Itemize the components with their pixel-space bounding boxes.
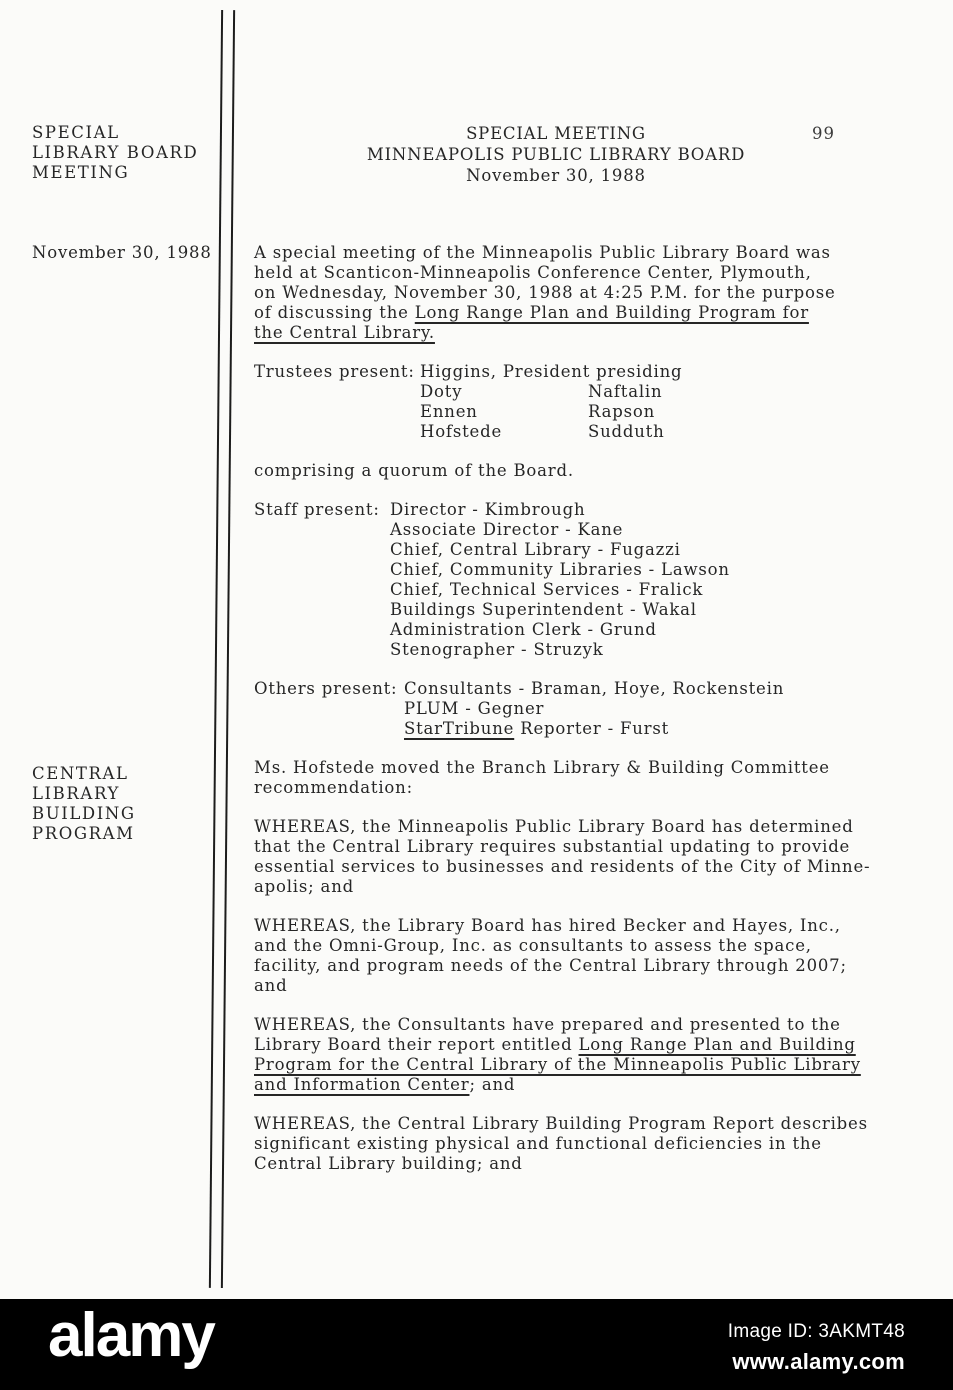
document-header <box>254 123 858 186</box>
alamy-url-text: www.alamy.com <box>732 1349 905 1374</box>
paragraph-line <box>254 1055 934 1075</box>
paragraph-line: Ms. Hofstede moved the Branch Library & Building Committee <box>254 758 830 777</box>
paragraph-line: on Wednesday, November 30, 1988 at 4:25 P.M. for the purpose <box>254 283 836 302</box>
paragraph-line: essential services to businesses and residents of the City of Minne- <box>254 857 871 876</box>
margin-note-date: November 30, 1988 <box>32 243 212 262</box>
trustees-label: Trustees present: <box>254 362 415 381</box>
trustee-row <box>420 382 934 402</box>
attendee: PLUM - Gegner <box>404 699 545 718</box>
others-label: Others present: <box>254 679 398 698</box>
text-segment: of discussing the <box>254 303 415 322</box>
paragraph-line: WHEREAS, the Consultants have prepared and presented to the <box>254 1015 841 1034</box>
paragraph-line: significant existing physical and functional deficiencies in the <box>254 1134 822 1153</box>
trustee-row <box>420 402 934 422</box>
whereas-paragraph-4 <box>254 1114 934 1174</box>
margin-line: LIBRARY <box>32 784 120 803</box>
paragraph-line: that the Central Library requires substantial updating to provide <box>254 837 851 856</box>
staff-names <box>390 500 934 660</box>
paragraph-line: apolis; and <box>254 877 354 896</box>
motion-paragraph <box>254 758 934 798</box>
staff-member: Chief, Technical Services - Fralick <box>390 580 704 599</box>
paragraph-line: and <box>254 976 288 995</box>
alamy-logo: alamy <box>48 1301 214 1370</box>
paragraph-line: and the Omni-Group, Inc. as consultants to assess the space, <box>254 936 812 955</box>
header-org-name: MINNEAPOLIS PUBLIC LIBRARY BOARD <box>366 145 746 164</box>
page-number: 99 <box>812 124 835 143</box>
margin-line: MEETING <box>32 163 130 182</box>
staff-member: Associate Director - Kane <box>390 520 624 539</box>
quorum-note: comprising a quorum of the Board. <box>254 461 574 480</box>
margin-note-central-library <box>32 763 136 843</box>
text-segment: Reporter - Furst <box>514 719 670 738</box>
header-date: November 30, 1988 <box>466 166 646 185</box>
watermark-info <box>728 1321 905 1375</box>
underlined-report-title: the Central Library. <box>254 323 435 342</box>
trustees-names <box>420 362 934 442</box>
trustee-name: Rapson <box>588 402 656 421</box>
whereas-paragraph-2 <box>254 916 934 996</box>
attendee <box>404 719 934 739</box>
staff-label: Staff present: <box>254 500 380 519</box>
staff-member: Stenographer - Struzyk <box>390 640 604 659</box>
trustee-name: Higgins, President presiding <box>420 362 683 381</box>
double-vertical-rule <box>209 10 235 1288</box>
others-names <box>404 679 934 739</box>
paragraph-line: held at Scanticon-Minneapolis Conference Center, Plymouth, <box>254 263 812 282</box>
margin-line: BUILDING <box>32 804 136 823</box>
trustee-name: Doty <box>420 382 463 401</box>
underlined-report-title: Program for the Central Library of the Minneapolis Public Library <box>254 1055 861 1074</box>
whereas-paragraph-3 <box>254 1015 934 1095</box>
paragraph-line: WHEREAS, the Minneapolis Public Library Board has determined <box>254 817 854 836</box>
trustee-name: Ennen <box>420 402 478 421</box>
staff-member: Chief, Community Libraries - Lawson <box>390 560 730 579</box>
header-meeting-type: SPECIAL MEETING <box>466 124 646 143</box>
text-segment: ; and <box>469 1075 516 1094</box>
margin-line: LIBRARY BOARD <box>32 143 199 162</box>
attendee: Consultants - Braman, Hoye, Rockenstein <box>404 679 785 698</box>
trustee-row <box>420 422 934 442</box>
paragraph-line: facility, and program needs of the Central Library through 2007; <box>254 956 847 975</box>
image-id-text: Image ID: 3AKMT48 <box>727 1321 905 1342</box>
margin-line: SPECIAL <box>32 123 120 142</box>
underlined-publication-name: StarTribune <box>404 719 515 738</box>
underlined-report-title: Long Range Plan and Building <box>578 1035 856 1054</box>
paragraph-line: recommendation: <box>254 778 413 797</box>
margin-note-meeting-title <box>32 122 198 182</box>
paragraph-line <box>254 1035 934 1055</box>
paragraph-line <box>254 323 934 343</box>
trustee-name: Naftalin <box>588 382 663 401</box>
underlined-report-title: and Information Center <box>254 1075 470 1094</box>
whereas-paragraph-1 <box>254 817 934 897</box>
margin-line: CENTRAL <box>32 764 129 783</box>
margin-line: PROGRAM <box>32 824 135 843</box>
staff-member: Chief, Central Library - Fugazzi <box>390 540 681 559</box>
others-present-section <box>254 679 934 739</box>
alamy-watermark-bar <box>0 1299 953 1390</box>
main-text-column <box>254 243 934 1193</box>
trustees-present-section <box>254 362 934 442</box>
trustee-name: Sudduth <box>588 422 665 441</box>
paragraph-line: A special meeting of the Minneapolis Public Library Board was <box>254 243 831 262</box>
paragraph-line: WHEREAS, the Library Board has hired Becker and Hayes, Inc., <box>254 916 841 935</box>
paragraph-line <box>254 1075 934 1095</box>
underlined-report-title: Long Range Plan and Building Program for <box>414 303 809 322</box>
trustee-name: Hofstede <box>420 422 503 441</box>
paragraph-line: Central Library building; and <box>254 1154 523 1173</box>
staff-member: Buildings Superintendent - Wakal <box>390 600 697 619</box>
paragraph-line: WHEREAS, the Central Library Building Program Report describes <box>254 1114 868 1133</box>
paragraph-line <box>254 303 934 323</box>
text-segment: Library Board their report entitled <box>254 1035 579 1054</box>
staff-present-section <box>254 500 934 660</box>
staff-member: Administration Clerk - Grund <box>390 620 657 639</box>
opening-paragraph <box>254 243 934 343</box>
staff-member: Director - Kimbrough <box>390 500 586 519</box>
